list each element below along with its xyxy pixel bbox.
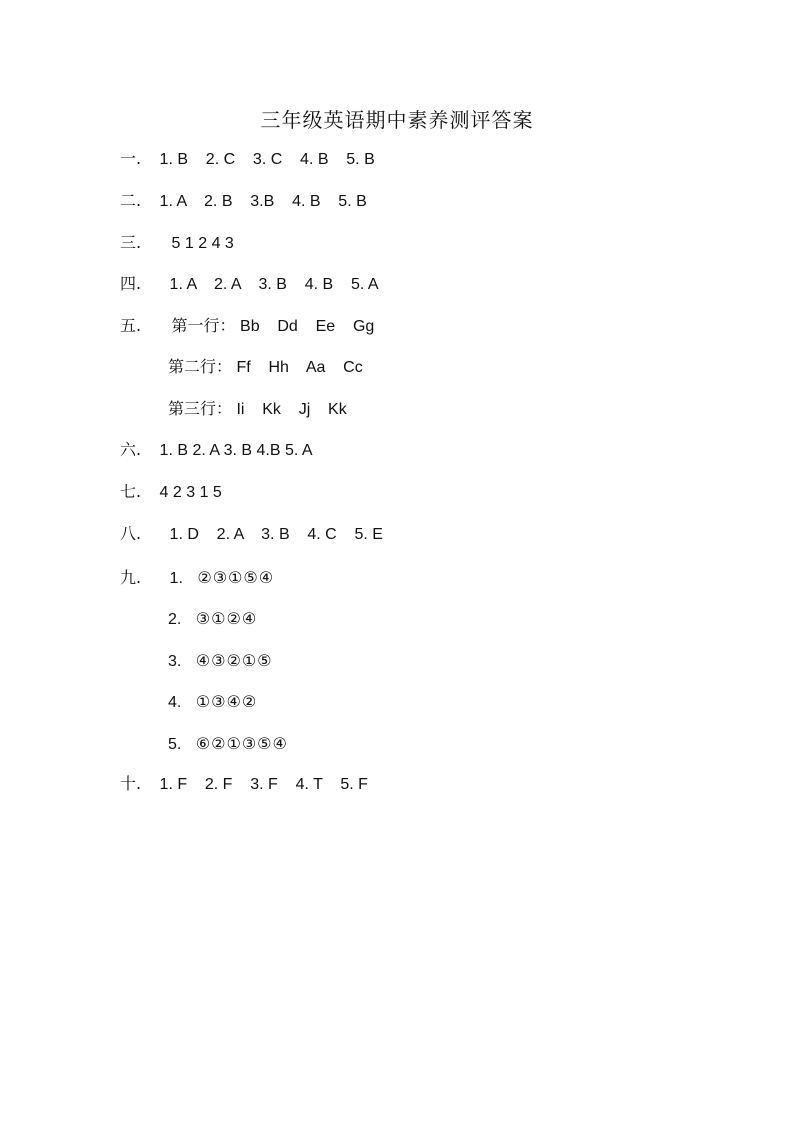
row-label: 第一行：	[171, 316, 236, 335]
section-answers: 4 2 3 1 5	[159, 484, 222, 501]
item-number: 4.	[168, 694, 182, 711]
section-number: 六.	[120, 440, 142, 459]
section-number: 三.	[120, 233, 142, 252]
section-3	[120, 231, 234, 255]
section-number: 一.	[120, 149, 142, 168]
section-5-row-2	[168, 355, 363, 379]
section-5	[120, 314, 374, 338]
section-answers: 1. B 2. C 3. C 4. B 5. B	[159, 151, 375, 168]
section-answers: 1. A 2. B 3.B 4. B 5. B	[159, 193, 367, 210]
section-9-item-4	[168, 690, 257, 714]
section-9	[120, 566, 274, 590]
section-2	[120, 189, 367, 213]
section-4	[120, 272, 379, 296]
item-number: 2.	[168, 611, 182, 628]
section-answers: 1. F 2. F 3. F 4. T 5. F	[159, 776, 368, 793]
section-6	[120, 438, 313, 462]
row-label: 第三行：	[168, 399, 233, 418]
section-number: 十.	[120, 774, 142, 793]
section-9-item-2	[168, 607, 257, 631]
section-answers: ①③④②	[195, 692, 258, 711]
item-number: 5.	[168, 736, 182, 753]
section-number: 七.	[120, 482, 142, 501]
section-8	[120, 522, 383, 546]
section-9-item-3	[168, 649, 273, 673]
section-number: 二.	[120, 191, 142, 210]
section-answers: Bb Dd Ee Gg	[240, 318, 375, 335]
section-answers: 1. B 2. A 3. B 4.B 5. A	[159, 442, 313, 459]
section-number: 九.	[120, 568, 142, 587]
section-answers: 1. D 2. A 3. B 4. C 5. E	[169, 526, 383, 543]
item-number: 3.	[168, 653, 182, 670]
section-answers: Ff Hh Aa Cc	[236, 359, 363, 376]
page-title: 三年级英语期中素养测评答案	[260, 108, 534, 132]
section-number: 五.	[120, 316, 142, 335]
row-label: 第二行：	[168, 357, 233, 376]
section-1	[120, 147, 375, 171]
section-answers: ③①②④	[195, 609, 258, 628]
section-number: 八.	[120, 524, 142, 543]
section-answers: Ii Kk Jj Kk	[236, 401, 347, 418]
section-answers: 1. A 2. A 3. B 4. B 5. A	[169, 276, 379, 293]
section-answers: ⑥②①③⑤④	[195, 734, 288, 753]
section-answers: ②③①⑤④	[197, 568, 275, 587]
section-10	[120, 772, 368, 796]
item-number: 1.	[169, 570, 183, 587]
section-answers: 5 1 2 4 3	[171, 235, 234, 252]
section-9-item-5	[168, 732, 288, 756]
section-5-row-3	[168, 397, 347, 421]
section-number: 四.	[120, 274, 142, 293]
section-7	[120, 480, 222, 504]
section-answers: ④③②①⑤	[195, 651, 273, 670]
